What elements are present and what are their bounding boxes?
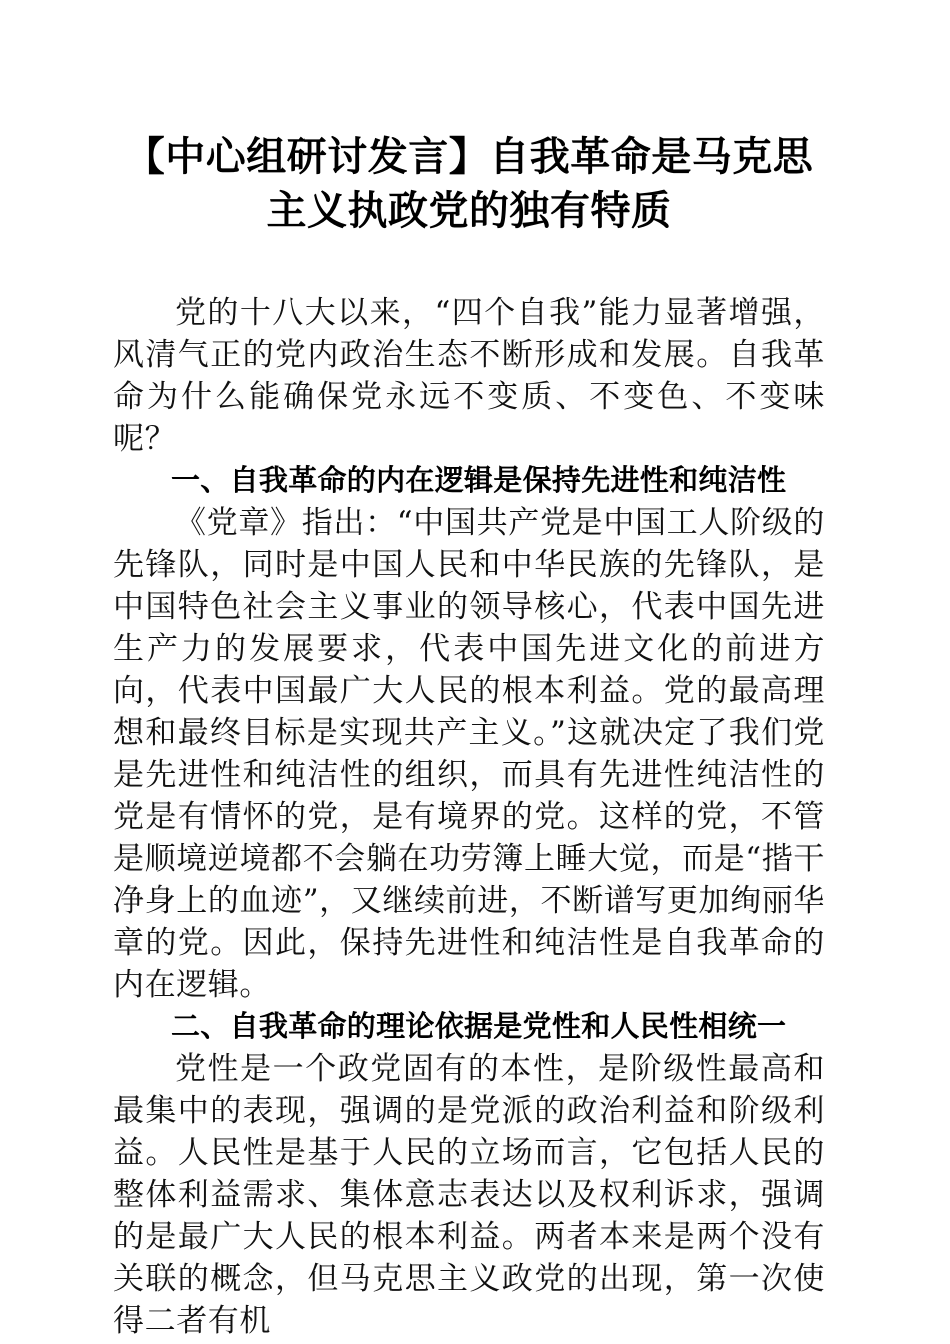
section-two-body: 党性是一个政党固有的本性，是阶级性最高和最集中的表现，强调的是党派的政治利益和阶级利益。人民性是基于人民的立场而言，它包括人民的整体利益需求、集体意志表达以及权利诉求，强调的是最广大人民的根本利益。两者本来是两个没有关联的概念，但马克思主义政党的出现，第一次使得二者有机 [113, 1051, 825, 1339]
section-heading-two: 二、自我革命的理论依据是党性和人民性相统一 [171, 1011, 787, 1043]
section-one-body: 《党章》指出：“中国共产党是中国工人阶级的先锋队，同时是中国人民和中华民族的先锋队，是中国特色社会主义事业的领导核心，代表中国先进生产力的发展要求，代表中国先进文化的前进方向，代表中国最广大人民的根本利益。党的最高理想和最终目标是实现共产主义。”这就决定了我们党是先进性和纯洁性的组织，而具有先进性纯洁性的党是有情怀的党，是有境界的党。这样的党，不管是顺境逆境都不会躺在功劳簿上睡大觉，而是“揩干净身上的血迹”，又继续前进，不断谱写更加绚丽华章的党。因此，保持先进性和纯洁性是自我革命的内在逻辑。 [113, 505, 825, 1003]
title-spacer [113, 238, 825, 292]
page-title: 【中心组研讨发言】自我革命是马克思主义执政党的独有特质 [124, 133, 814, 234]
intro-paragraph: 党的十八大以来，“四个自我”能力显著增强，风清气正的党内政治生态不断形成和发展。自我革命为什么能确保党永远不变质、不变色、不变味呢？ [113, 295, 825, 457]
section-heading-one: 一、自我革命的内在逻辑是保持先进性和纯洁性 [171, 465, 787, 497]
document-content [113, 0, 825, 1342]
